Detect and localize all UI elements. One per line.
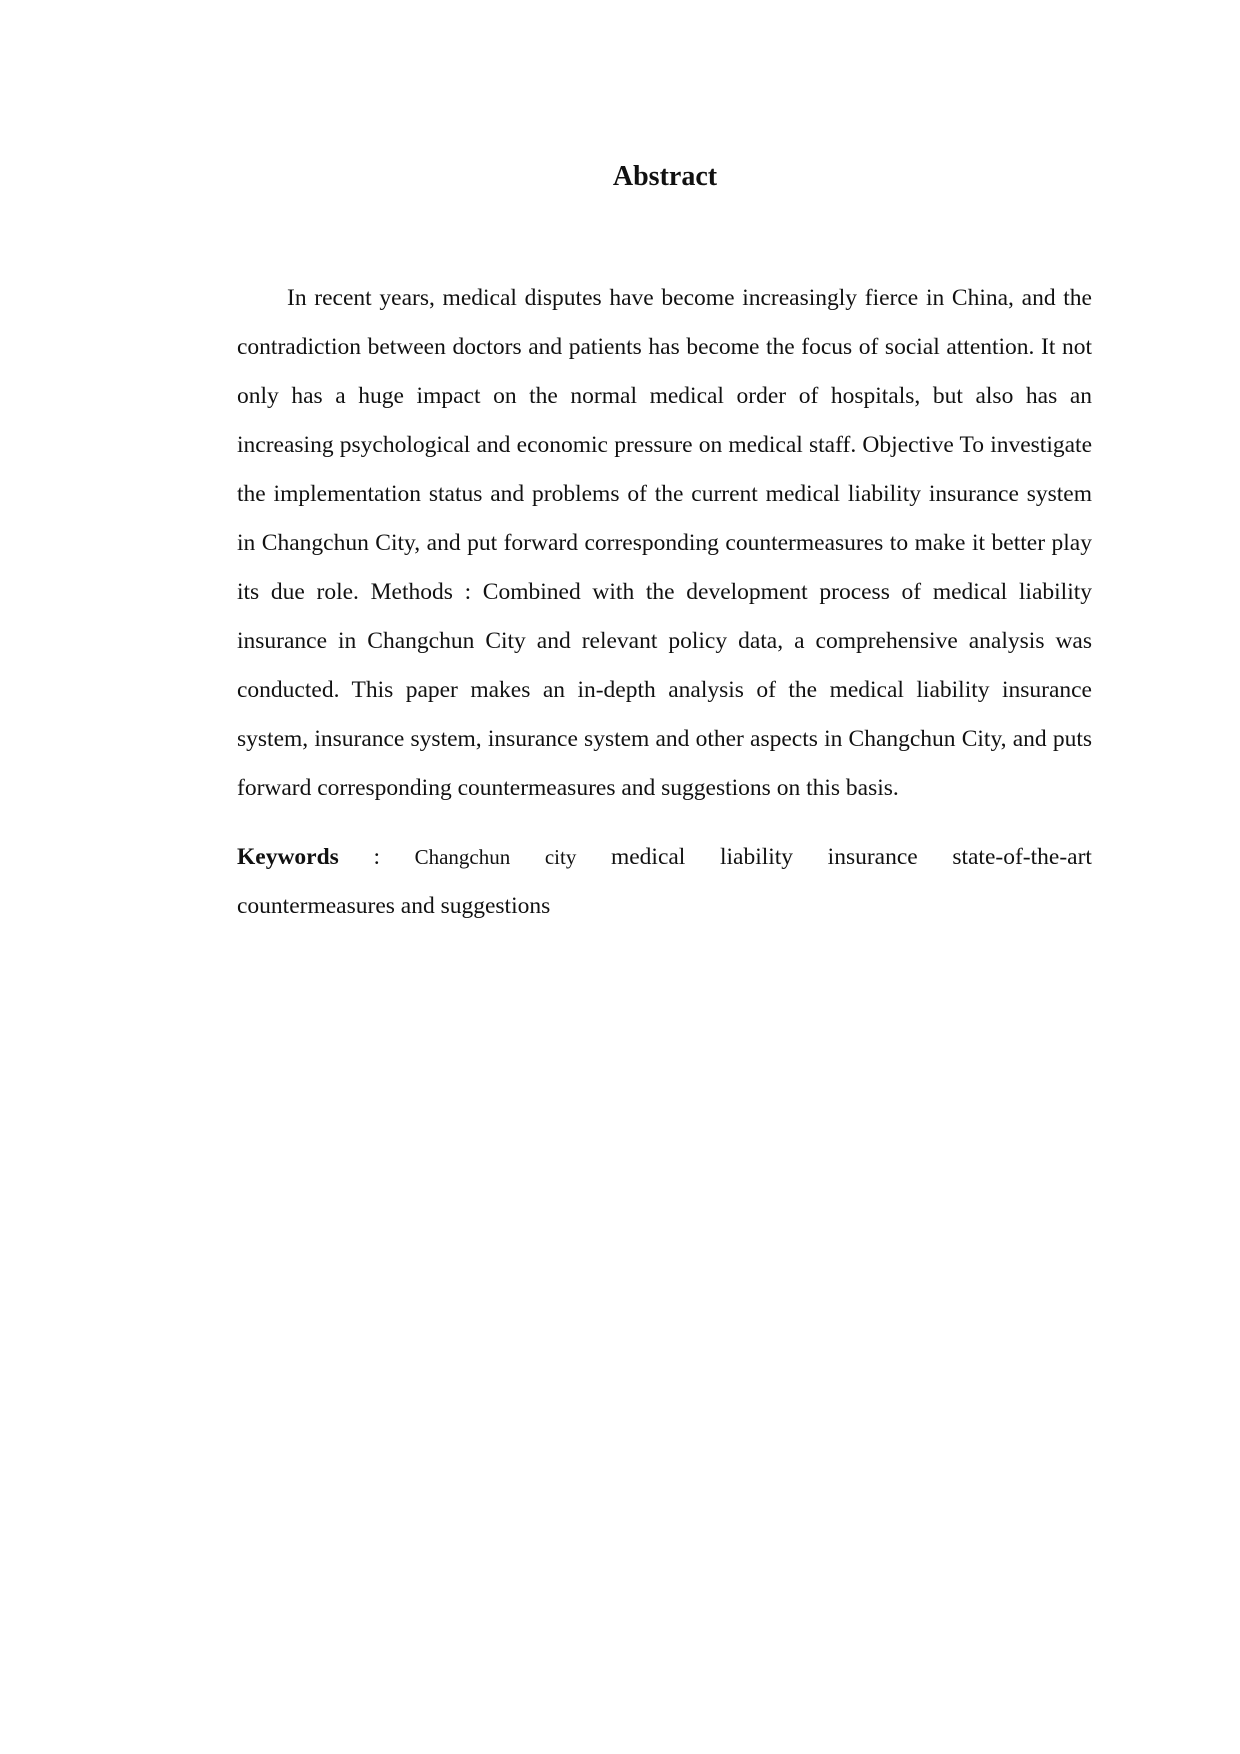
- abstract-body: [237, 274, 1092, 931]
- keywords-line-1: [237, 833, 1092, 882]
- keyword-item: countermeasures and suggestions: [237, 893, 551, 919]
- keyword-item: insurance: [827, 844, 918, 870]
- keyword-item: Changchun: [414, 845, 511, 869]
- keywords-label: Keywords: [237, 844, 339, 870]
- keyword-item: liability: [719, 844, 794, 870]
- keyword-item: medical: [610, 844, 686, 870]
- keywords-colon: :: [373, 844, 380, 870]
- keyword-item: state-of-the-art: [952, 844, 1092, 870]
- abstract-paragraph: In recent years, medical disputes have become increasingly fierce in China, and the contradiction between doctors and patients has become the focus of social attention. It not only has a huge impact on the normal medical order of hospitals, but also has an increasing psychological and economic pressure on medical staff. Objective To investigate the implementation status and problems of the current medical liability insurance system in Changchun City, and put forward corresponding countermeasures to make it better play its due role. Methods : Combined with the development process of medical liability insurance in Changchun City and relevant policy data, a comprehensive analysis was conducted. This paper makes an in-depth analysis of the medical liability insurance system, insurance system, insurance system and other aspects in Changchun City, and puts forward corresponding countermeasures and suggestions on this basis.: [237, 285, 1092, 801]
- keywords-line-2: [237, 882, 1092, 931]
- keywords-section: [237, 833, 1092, 931]
- keyword-item: city: [544, 845, 577, 869]
- abstract-title: Abstract: [612, 161, 718, 192]
